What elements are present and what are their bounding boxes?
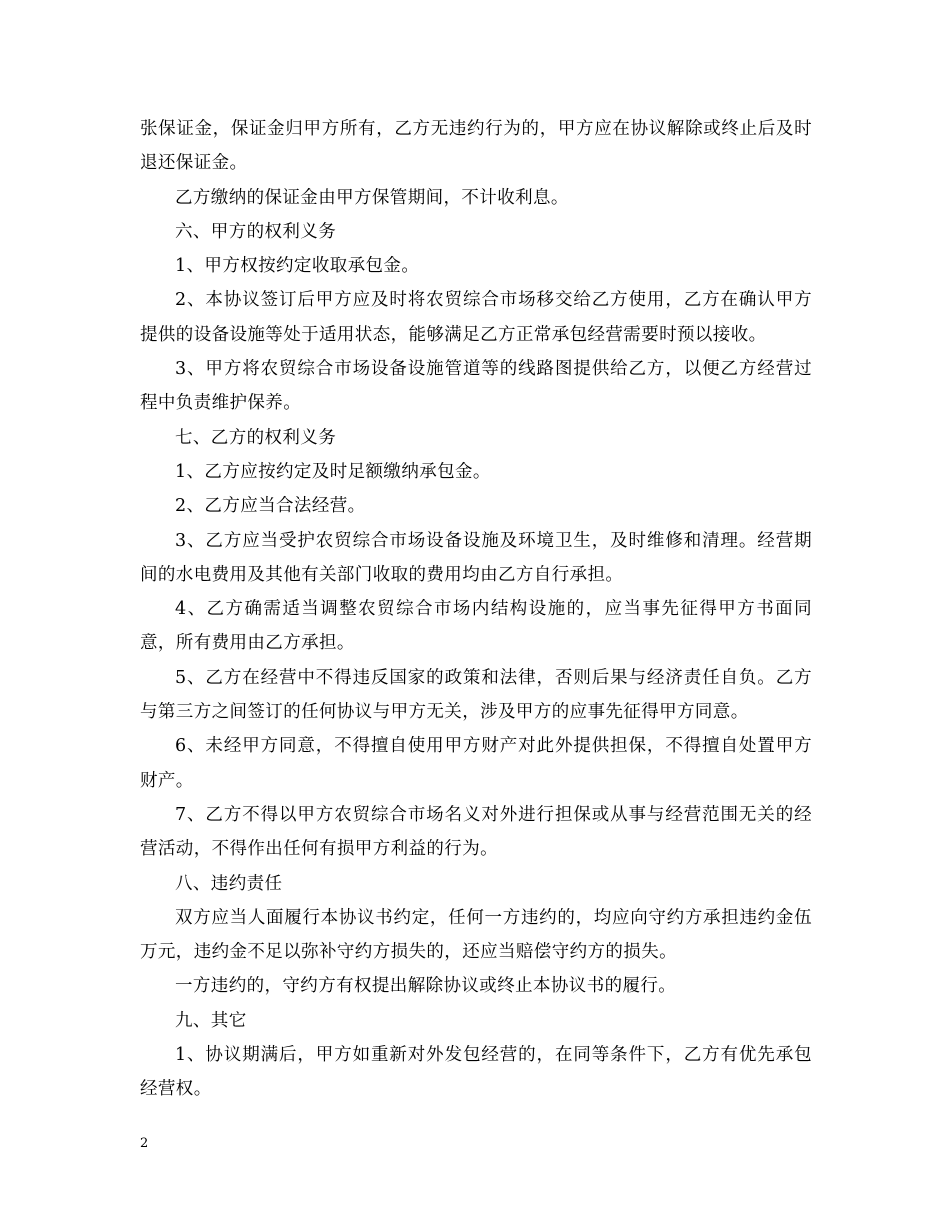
paragraph: 7、乙方不得以甲方农贸综合市场名义对外进行担保或从事与经营范围无关的经营活动，不得作出任何有损甲方利益的行为。 — [140, 804, 812, 860]
paragraph: 1、乙方应按约定及时足额缴纳承包金。 — [175, 461, 491, 482]
page-number: 2 — [140, 1136, 149, 1151]
paragraph: 2、乙方应当合法经营。 — [175, 496, 366, 517]
paragraph: 1、甲方权按约定收取承包金。 — [175, 256, 420, 277]
paragraph: 1、协议期满后，甲方如重新对外发包经营的，在同等条件下，乙方有优先承包经营权。 — [140, 1045, 812, 1100]
paragraph: 6、未经甲方同意，不得擅自使用甲方财产对此外提供担保，不得擅自处置甲方财产。 — [140, 736, 812, 791]
section-heading: 九、其它 — [175, 1010, 247, 1031]
paragraph: 3、乙方应当受护农贸综合市场设备设施及环境卫生，及时维修和清理。经营期间的水电费用及其他有关部门收取的费用均由乙方自行承担。 — [140, 530, 812, 585]
paragraph: 5、乙方在经营中不得违反国家的政策和法律，否则后果与经济责任自负。乙方与第三方之间签订的任何协议与甲方无关，涉及甲方的应事先征得甲方同意。 — [140, 667, 812, 723]
paragraph: 张保证金，保证金归甲方所有，乙方无违约行为的，甲方应在协议解除或终止后及时退还保证金。 — [140, 119, 812, 174]
paragraph: 一方违约的，守约方有权提出解除协议或终止本协议书的履行。 — [175, 976, 677, 997]
document-body — [140, 112, 812, 1107]
section-heading: 七、乙方的权利义务 — [175, 427, 337, 448]
paragraph: 乙方缴纳的保证金由甲方保管期间，不计收利息。 — [175, 187, 569, 208]
paragraph: 2、本协议签订后甲方应及时将农贸综合市场移交给乙方使用，乙方在确认甲方提供的设备设施等处于适用状态，能够满足乙方正常承包经营需要时预以接收。 — [140, 290, 812, 345]
paragraph: 3、甲方将农贸综合市场设备设施管道等的线路图提供给乙方，以便乙方经营过程中负责维护保养。 — [140, 359, 812, 414]
paragraph: 4、乙方确需适当调整农贸综合市场内结构设施的，应当事先征得甲方书面同意，所有费用由乙方承担。 — [140, 599, 812, 654]
section-heading: 八、违约责任 — [175, 873, 283, 894]
paragraph: 双方应当人面履行本协议书约定，任何一方违约的，均应向守约方承担违约金伍万元，违约金不足以弥补守约方损失的，还应当赔偿守约方的损失。 — [140, 907, 812, 963]
section-heading: 六、甲方的权利义务 — [175, 221, 337, 242]
